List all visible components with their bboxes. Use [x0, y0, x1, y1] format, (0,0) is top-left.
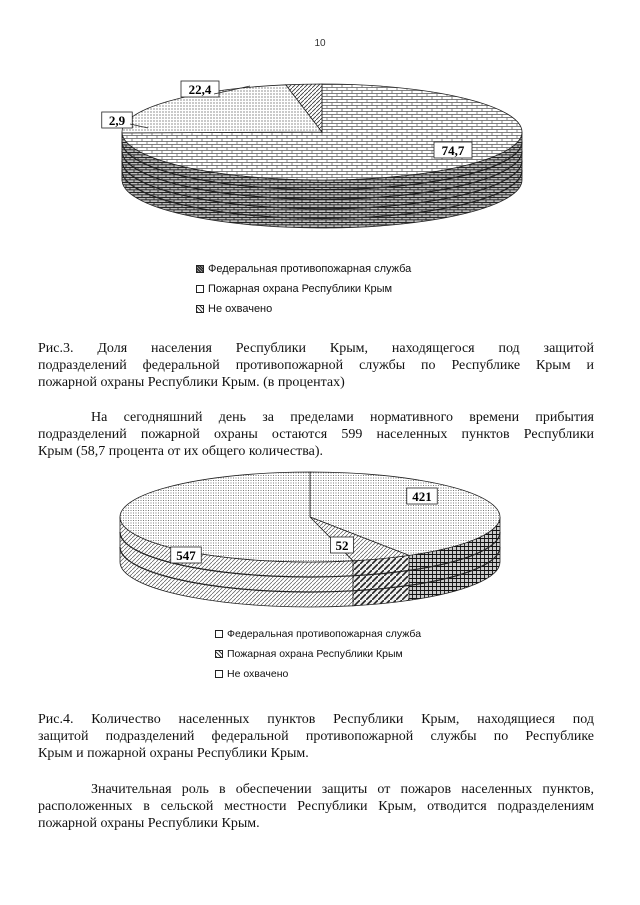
caption-line: подразделений федеральной противопожарной службы по Республике Крым и: [38, 358, 594, 373]
legend-item-crimea: [196, 279, 411, 299]
legend-label: Федеральная противопожарная служба: [227, 628, 422, 640]
legend-label: Пожарная охрана Республики Крым: [227, 648, 403, 660]
pie-side-1: [353, 555, 409, 605]
pie-chart-settlements-count: [0, 462, 640, 627]
legend-label: Пожарная охрана Республики Крым: [208, 283, 393, 295]
caption-line: Рис.3. Доля населения Республики Крым, находящегося под защитой: [38, 341, 594, 356]
chart2-legend: [215, 624, 421, 684]
page-number: 10: [314, 38, 326, 49]
figure-caption-3: [38, 340, 594, 391]
pie-chart-population-share: [0, 72, 640, 247]
paragraph-line: пожарной охраны Республики Крым.: [38, 816, 260, 831]
legend-item-federal: [196, 259, 411, 279]
data-label: 74,7: [441, 143, 465, 158]
data-label: 22,4: [188, 82, 212, 97]
legend-label: Не охвачено: [208, 303, 273, 315]
legend-swatch-federal: [196, 265, 204, 273]
data-label: 52: [335, 538, 349, 553]
legend-label: Федеральная противопожарная служба: [208, 263, 412, 275]
legend-item-crimea: [215, 644, 421, 664]
caption-line: пожарной охраны Республики Крым. (в процентах): [38, 375, 345, 390]
caption-line: Крым и пожарной охраны Республики Крым.: [38, 746, 309, 761]
legend-swatch-federal: [215, 630, 223, 638]
legend-item-uncovered: [196, 299, 411, 319]
paragraph-line: Крым (58,7 процента от их общего количества).: [38, 444, 324, 459]
chart1-legend: [196, 259, 411, 319]
caption-line: Рис.4. Количество населенных пунктов Республики Крым, находящиеся под: [38, 712, 594, 727]
legend-item-uncovered: [215, 664, 421, 684]
paragraph-line: расположенных в сельской местности Республики Крым, отводится подразделениям: [38, 799, 594, 814]
legend-swatch-uncovered: [196, 305, 204, 313]
data-label: 547: [176, 548, 196, 563]
legend-swatch-crimea: [196, 285, 204, 293]
paragraph-line: Значительная роль в обеспечении защиты от пожаров населенных пунктов,: [91, 782, 594, 797]
legend-item-federal: [215, 624, 421, 644]
paragraph-line: На сегодняшний день за пределами нормативного времени прибытия: [91, 410, 594, 425]
legend-swatch-uncovered: [215, 670, 223, 678]
data-label: 421: [412, 489, 432, 504]
body-paragraph-1: [38, 409, 594, 460]
body-paragraph-2: [38, 781, 594, 832]
data-label: 2,9: [108, 113, 126, 128]
paragraph-line: подразделений пожарной охраны остаются 599 населенных пунктов Республики: [38, 427, 594, 442]
legend-swatch-crimea: [215, 650, 223, 658]
caption-line: защитой подразделений федеральной противопожарной службы по Республике: [38, 729, 594, 744]
figure-caption-4: [38, 711, 594, 762]
legend-label: Не охвачено: [227, 668, 289, 680]
